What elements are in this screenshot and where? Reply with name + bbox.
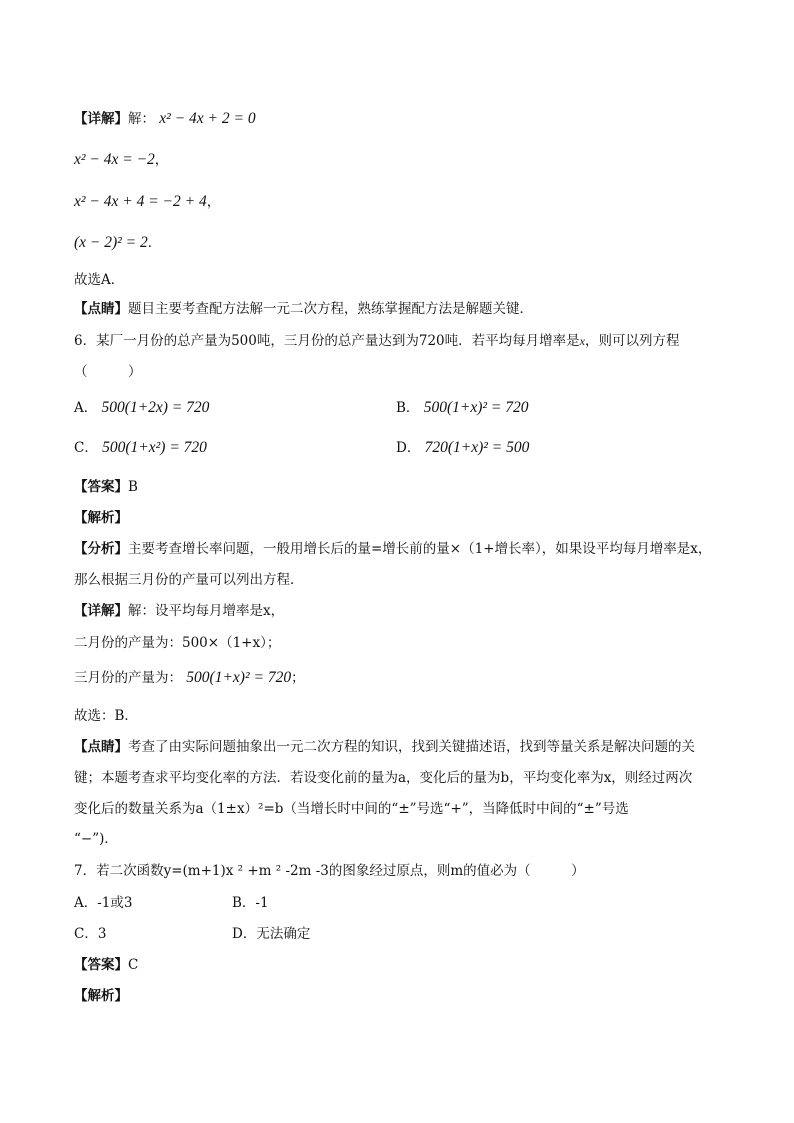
q5-detail xyxy=(74,109,256,129)
q7-option-a: A．-1或3 xyxy=(74,895,133,911)
equation-3: x² − 4x + 4 = −2 + 4 xyxy=(74,193,207,210)
q6-option-a: A． 500(1+2x) = 720 xyxy=(74,399,210,416)
comment-text: 题目主要考查配方法解一元二次方程，熟练掌握配方法是解题关键． xyxy=(128,301,533,317)
equation-1: x² − 4x + 2 = 0 xyxy=(159,110,256,127)
q7-option-c: C．3 xyxy=(74,926,107,942)
q7-analysis-tag: 【解析】 xyxy=(74,988,128,1004)
q7-stem: 7．若二次函数y=(m+1)x ² +m ² -2m -3的图象经过原点，则m的值必为（ ） xyxy=(74,863,585,879)
q6-comment-2: 键；本题考查求平均变化率的方法．若设变化前的量为a，变化后的量为b，平均变化率为x，则经过两次 xyxy=(74,770,693,786)
q7-option-d: D．无法确定 xyxy=(232,926,311,942)
q6-comment-4: “−”)． xyxy=(74,831,118,847)
q6-fenxi-2: 那么根据三月份的产量可以列出方程． xyxy=(74,572,304,588)
q5-step-4: (x − 2)² = 2． xyxy=(74,234,162,251)
q6-comment-3: 变化后的数量关系为a（1±x）²=b（当增长时中间的“±”号选“+”，当降低时中间的“±”号选 xyxy=(74,801,629,817)
q6-option-d: D． 720(1+x)² = 500 xyxy=(396,439,530,456)
q6-choose: 故选：B． xyxy=(74,708,138,724)
equation-4: (x − 2)² = 2 xyxy=(74,234,148,251)
q7-option-b: B．-1 xyxy=(232,895,269,911)
q6-answer: 【答案】B xyxy=(74,479,138,495)
q5-step-2: x² − 4x = −2， xyxy=(74,151,169,168)
q6-analysis-tag: 【解析】 xyxy=(74,510,128,526)
detail-text: 解： xyxy=(128,111,155,127)
q6-detail-1: 【详解】解：设平均每月增率是x， xyxy=(74,603,285,619)
detail-tag: 【详解】 xyxy=(74,111,128,127)
q6-paren: （ ） xyxy=(74,364,142,380)
q6-comment-1: 【点睛】考查了由实际问题抽象出一元二次方程的知识，找到关键描述语，找到等量关系是解决问题的关 xyxy=(74,739,695,755)
q6-option-b: B． 500(1+x)² = 720 xyxy=(396,399,529,416)
equation-2: x² − 4x = −2 xyxy=(74,151,155,168)
q7-answer: 【答案】C xyxy=(74,957,139,973)
q5-choose: 故选A． xyxy=(74,272,125,288)
q5-step-3: x² − 4x + 4 = −2 + 4， xyxy=(74,193,221,210)
q5-comment xyxy=(74,299,533,319)
q6-detail-3: 三月份的产量为： 500(1+x)² = 720； xyxy=(74,669,305,686)
q6-stem: 6．某厂一月份的总产量为500吨，三月份的总产量达到为720吨．若平均每月增率是x，则可以列方程 xyxy=(74,333,680,349)
q6-detail-2: 二月份的产量为：500×（1+x）； xyxy=(74,635,281,651)
q6-option-c: C． 500(1+x²) = 720 xyxy=(74,439,207,456)
comment-tag: 【点睛】 xyxy=(74,301,128,317)
q6-fenxi-1: 【分析】主要考查增长率问题，一般用增长后的量=增长前的量×（1+增长率），如果设平均每月增率是x， xyxy=(74,541,712,557)
